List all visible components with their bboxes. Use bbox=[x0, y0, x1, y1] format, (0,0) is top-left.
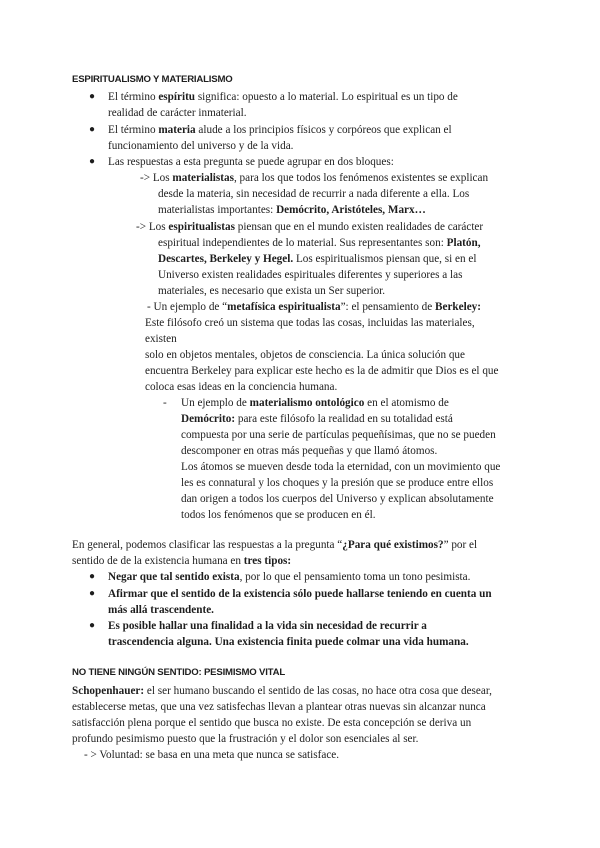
schopenhauer-line2: establecerse metas, que una vez satisfechas llevan a plantear otras nuevas sin alcanzar nunca bbox=[72, 701, 486, 713]
berkeley-line6: coloca esas ideas en la conciencia humana. bbox=[145, 381, 338, 393]
bullet-bloques-line1: Las respuestas a esta pregunta se puede agrupar en dos bloques: bbox=[108, 156, 394, 168]
bullet-espiritu-line1: El término espíritu significa: opuesto a lo material. Lo espiritual es un tipo de bbox=[108, 91, 458, 103]
materialistas-line2: desde la materia, sin necesidad de recurrir a nada diferente a ella. Los bbox=[158, 188, 470, 200]
espiritualistas-line3: Descartes, Berkeley y Hegel. Los espiritualismos piensan que, si en el bbox=[158, 253, 477, 265]
bullet-icon: ● bbox=[89, 620, 96, 631]
schopenhauer-line4: profundo pesimismo puesto que la frustración y el dolor son esenciales al ser. bbox=[72, 733, 419, 745]
section-heading-espiritualismo: ESPIRITUALISMO Y MATERIALISMO bbox=[72, 74, 233, 85]
paragraph-line2: sentido de de la existencia humana en tres tipos: bbox=[72, 555, 292, 567]
berkeley-line2: Este filósofo creó un sistema que todas las cosas, incluidas las materiales, bbox=[145, 317, 475, 329]
schopenhauer-line3: satisfacción plena porque el sentido que busca no existe. De esta concepción se deriva un bbox=[72, 717, 472, 729]
tipo3-line2: trascendencia alguna. Una existencia finita puede colmar una vida humana. bbox=[108, 636, 469, 648]
bullet-materia-line1: El término materia alude a los principios físicos y corpóreos que explican el bbox=[108, 124, 452, 136]
bullet-icon: ● bbox=[89, 91, 96, 102]
democrito-line6: les es connatural y los choques y la presión que se produce entre ellos bbox=[181, 477, 494, 489]
bullet-espiritu-line2: realidad de carácter inmaterial. bbox=[108, 107, 247, 119]
democrito-line5: Los átomos se mueven desde toda la eternidad, con un movimiento que bbox=[181, 461, 501, 473]
berkeley-line1: - Un ejemplo de “metafísica espiritualista”: el pensamiento de Berkeley: bbox=[147, 301, 482, 313]
democrito-line4: descomponer en otras más pequeñas y que llamó átomos. bbox=[181, 445, 438, 457]
democrito-line8: todos los fenómenos que se producen en él. bbox=[181, 509, 376, 521]
section-heading-pesimismo: NO TIENE NINGÚN SENTIDO: PESIMISMO VITAL bbox=[72, 667, 286, 678]
tipo3-line1: Es posible hallar una finalidad a la vida sin necesidad de recurrir a bbox=[108, 620, 427, 632]
schopenhauer-line1: Schopenhauer: el ser humano buscando el sentido de las cosas, no hace otra cosa que desear, bbox=[72, 685, 492, 697]
tipo2-line1: Afirmar que el sentido de la existencia sólo puede hallarse teniendo en cuenta un bbox=[108, 588, 492, 600]
berkeley-line5: encuentra Berkeley para explicar este hecho es la de admitir que Dios es el que bbox=[145, 365, 499, 377]
bullet-icon: ● bbox=[89, 571, 96, 582]
bullet-materia-line2: funcionamiento del universo y de la vida. bbox=[108, 140, 294, 152]
schopenhauer-line5: - > Voluntad: se basa en una meta que nunca se satisface. bbox=[84, 749, 340, 761]
dash-marker: - bbox=[163, 397, 167, 409]
democrito-line3: compuesta por una serie de partículas pequeñísimas, que no se pueden bbox=[181, 429, 496, 441]
berkeley-line4: solo en objetos mentales, objetos de consciencia. La única solución que bbox=[145, 349, 465, 361]
materialistas-line3: materialistas importantes: Demócrito, Aristóteles, Marx… bbox=[158, 204, 426, 216]
espiritualistas-line2: espiritual independientes de lo material. Sus representantes son: Platón, bbox=[158, 237, 481, 249]
tipo1-line1: Negar que tal sentido exista, por lo que el pensamiento toma un tono pesimista. bbox=[108, 571, 471, 583]
bullet-icon: ● bbox=[89, 156, 96, 167]
bullet-icon: ● bbox=[89, 124, 96, 135]
espiritualistas-line4: Universo existen realidades espirituales diferentes y superiores a las bbox=[158, 269, 463, 281]
paragraph-line1: En general, podemos clasificar las respuestas a la pregunta “¿Para qué existimos?” por el bbox=[72, 539, 478, 551]
berkeley-line3: existen bbox=[145, 333, 177, 345]
tipo2-line2: más allá trascendente. bbox=[108, 604, 214, 616]
espiritualistas-line1: -> Los espiritualistas piensan que en el mundo existen realidades de carácter bbox=[136, 221, 484, 233]
materialistas-line1: -> Los materialistas, para los que todos los fenómenos existentes se explican bbox=[140, 172, 489, 184]
espiritualistas-line5: materiales, es necesario que exista un Ser superior. bbox=[158, 285, 386, 297]
democrito-line2: Demócrito: para este filósofo la realidad en su totalidad está bbox=[181, 413, 453, 425]
democrito-line7: dan origen a todos los cuerpos del Universo y explican absolutamente bbox=[181, 493, 494, 505]
bullet-icon: ● bbox=[89, 588, 96, 599]
democrito-line1: Un ejemplo de materialismo ontológico en el atomismo de bbox=[181, 397, 449, 409]
